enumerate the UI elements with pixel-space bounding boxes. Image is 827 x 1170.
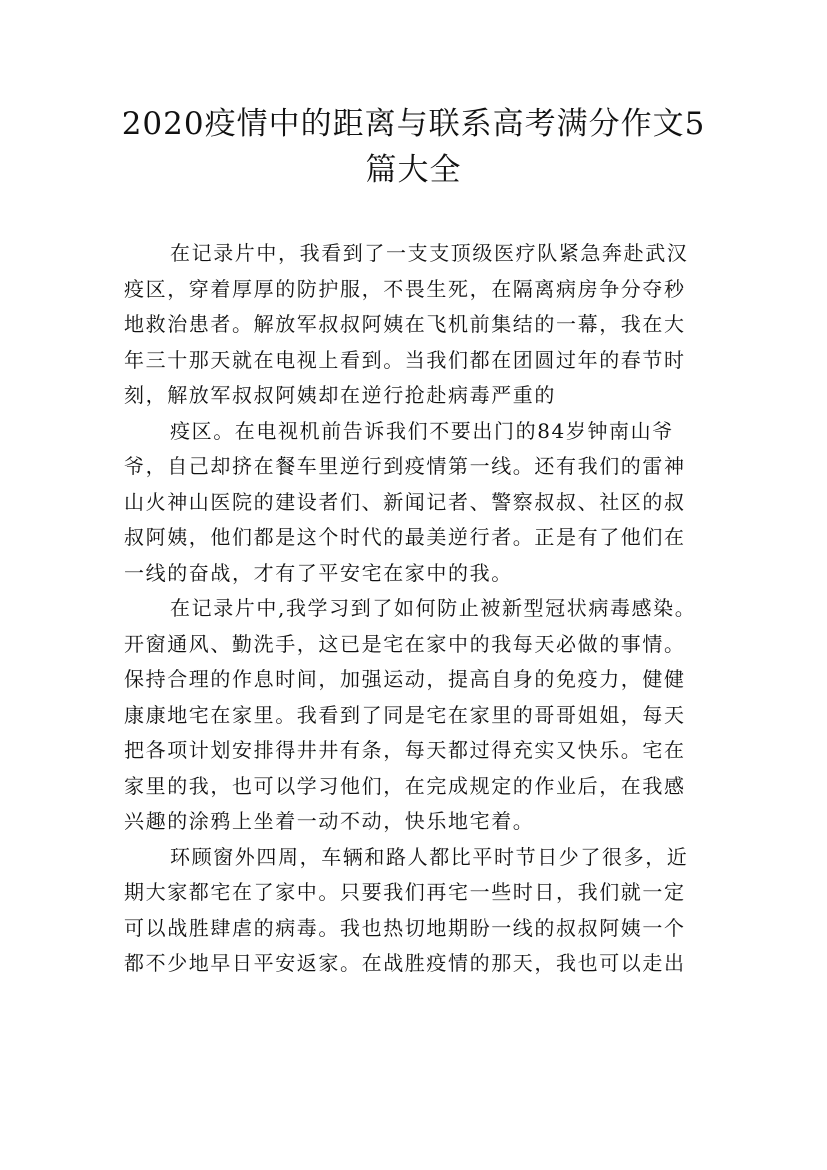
text-line: 在记录片中,我学习到了如何防止被新型冠状病毒感染。 bbox=[170, 596, 697, 620]
text-line: 疫区，穿着厚厚的防护服，不畏生死，在隔离病房争分夺秒 bbox=[124, 276, 686, 301]
text-line: 都不少地早日平安返家。在战胜疫情的那天，我也可以走出 bbox=[124, 951, 686, 975]
text-line: 环顾窗外四周，车辆和路人都比平时节日少了很多，近 bbox=[170, 844, 689, 869]
document-body bbox=[124, 236, 710, 982]
paragraph bbox=[124, 840, 710, 982]
text-line: 康康地宅在家里。我看到了同是宅在家里的哥哥姐姐，每天 bbox=[124, 702, 686, 727]
paragraph bbox=[124, 236, 710, 414]
text-line: 爷，自己却挤在餐车里逆行到疫情第一线。还有我们的雷神 bbox=[124, 454, 686, 478]
text-line: 年三十那天就在电视上看到。当我们都在团圆过年的春节时 bbox=[124, 347, 686, 372]
paragraph bbox=[124, 414, 710, 592]
text-line: 地救治患者。解放军叔叔阿姨在飞机前集结的一幕，我在大 bbox=[124, 312, 686, 336]
text-line: 一线的奋战，才有了平安宅在家中的我。 bbox=[124, 560, 513, 585]
document-title bbox=[90, 101, 737, 193]
text-line: 山火神山医院的建设者们、新闻记者、警察叔叔、社区的叔 bbox=[124, 489, 686, 514]
text-line: 叔阿姨，他们都是这个时代的最美逆行者。正是有了他们在 bbox=[124, 525, 686, 549]
text-line: 期大家都宅在了家中。只要我们再宅一些时日，我们就一定 bbox=[124, 880, 686, 904]
title-line-1: 2020疫情中的距离与联系高考满分作文5 bbox=[121, 106, 706, 142]
text-line: 开窗通风、勤洗手，这已是宅在家中的我每天必做的事情。 bbox=[124, 631, 686, 656]
paragraph bbox=[124, 591, 710, 840]
text-line: 疫区。在电视机前告诉我们不要出门的84岁钟南山爷 bbox=[170, 418, 674, 443]
text-line: 刻，解放军叔叔阿姨却在逆行抢赴病毒严重的 bbox=[124, 383, 556, 407]
text-line: 保持合理的作息时间，加强运动，提高自身的免疫力，健健 bbox=[124, 667, 686, 691]
title-line-2: 篇大全 bbox=[365, 152, 462, 188]
text-line: 在记录片中，我看到了一支支顶级医疗队紧急奔赴武汉 bbox=[170, 241, 689, 265]
text-line: 可以战胜肆虐的病毒。我也热切地期盼一线的叔叔阿姨一个 bbox=[124, 915, 686, 940]
text-line: 家里的我，也可以学习他们，在完成规定的作业后，在我感 bbox=[124, 773, 686, 798]
text-line: 把各项计划安排得井井有条，每天都过得充实又快乐。宅在 bbox=[124, 738, 686, 762]
text-line: 兴趣的涂鸦上坐着一动不动，快乐地宅着。 bbox=[124, 809, 535, 833]
